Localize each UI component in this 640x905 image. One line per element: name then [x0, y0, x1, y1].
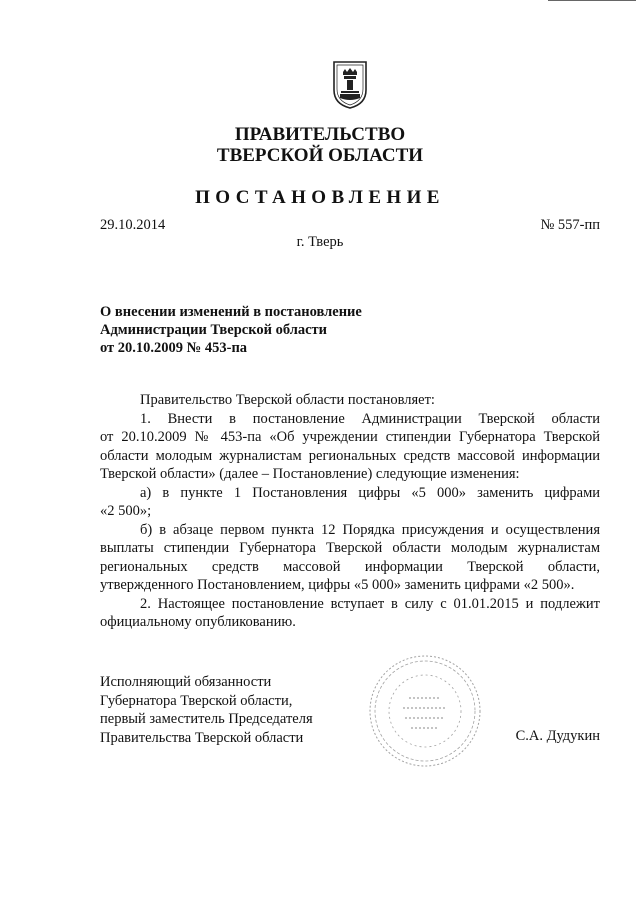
coat-of-arms-icon [331, 60, 369, 110]
item-1a-text: «2 500»; [100, 503, 152, 519]
signer-position-line: первый заместитель Председателя [100, 711, 313, 727]
subject-line: О внесении изменений в постановление [100, 304, 362, 320]
item-1b-last-line: утвержденного Постановлением, цифры «5 000» заменить цифрами «2 500». [100, 577, 575, 593]
item-1b-text: выплаты стипендии Губернатора Тверской области молодым журналистам региональных средств массовой информации Тверской области, [100, 540, 600, 575]
item-1-text: от 20.10.2009 № 453-па «Об учреждении стипендии Губернатора Тверской области молодым журналистам региональных средств массовой информации Тверской области» (далее – Постановление) следующие изменения: [100, 429, 600, 482]
document-city: г. Тверь [296, 234, 344, 250]
signer-position-line: Исполняющий обязанности [100, 674, 272, 690]
signer-position-line: Губернатора Тверской области, [100, 692, 293, 709]
item-1b-first-line: б) в абзаце первом пункта 12 Порядка присуждения и осуществления [140, 521, 600, 538]
document-body [100, 391, 600, 632]
item-2-text: официальному опубликованию. [100, 614, 296, 630]
subject-line: от 20.10.2009 № 453-па [100, 340, 248, 356]
preamble: Правительство Тверской области постановляет: [140, 392, 435, 408]
item-1a-first-line: а) в пункте 1 Постановления цифры «5 000» заменить цифрами [140, 484, 600, 501]
signer-position [100, 673, 313, 747]
subject-line: Администрации Тверской области [100, 322, 328, 338]
document-number: № 557-пп [540, 217, 600, 233]
item-2-first-line: 2. Настоящее постановление вступает в силу с 01.01.2015 и подлежит [140, 595, 600, 612]
document-date: 29.10.2014 [100, 217, 166, 233]
document-subject [100, 303, 520, 357]
signer-position-line: Правительства Тверской области [100, 729, 304, 746]
document-type-heading: ПОСТАНОВЛЕНИЕ [195, 187, 445, 208]
signer-name: С.А. Дудукин [515, 728, 600, 744]
government-title-line1: ПРАВИТЕЛЬСТВО [234, 124, 406, 145]
government-title-line2: ТВЕРСКОЙ ОБЛАСТИ [216, 145, 424, 166]
scan-edge-mark [548, 0, 636, 1]
official-seal-stamp [367, 653, 483, 769]
item-1-first-line: 1. Внести в постановление Администрации Тверской области [140, 410, 600, 427]
